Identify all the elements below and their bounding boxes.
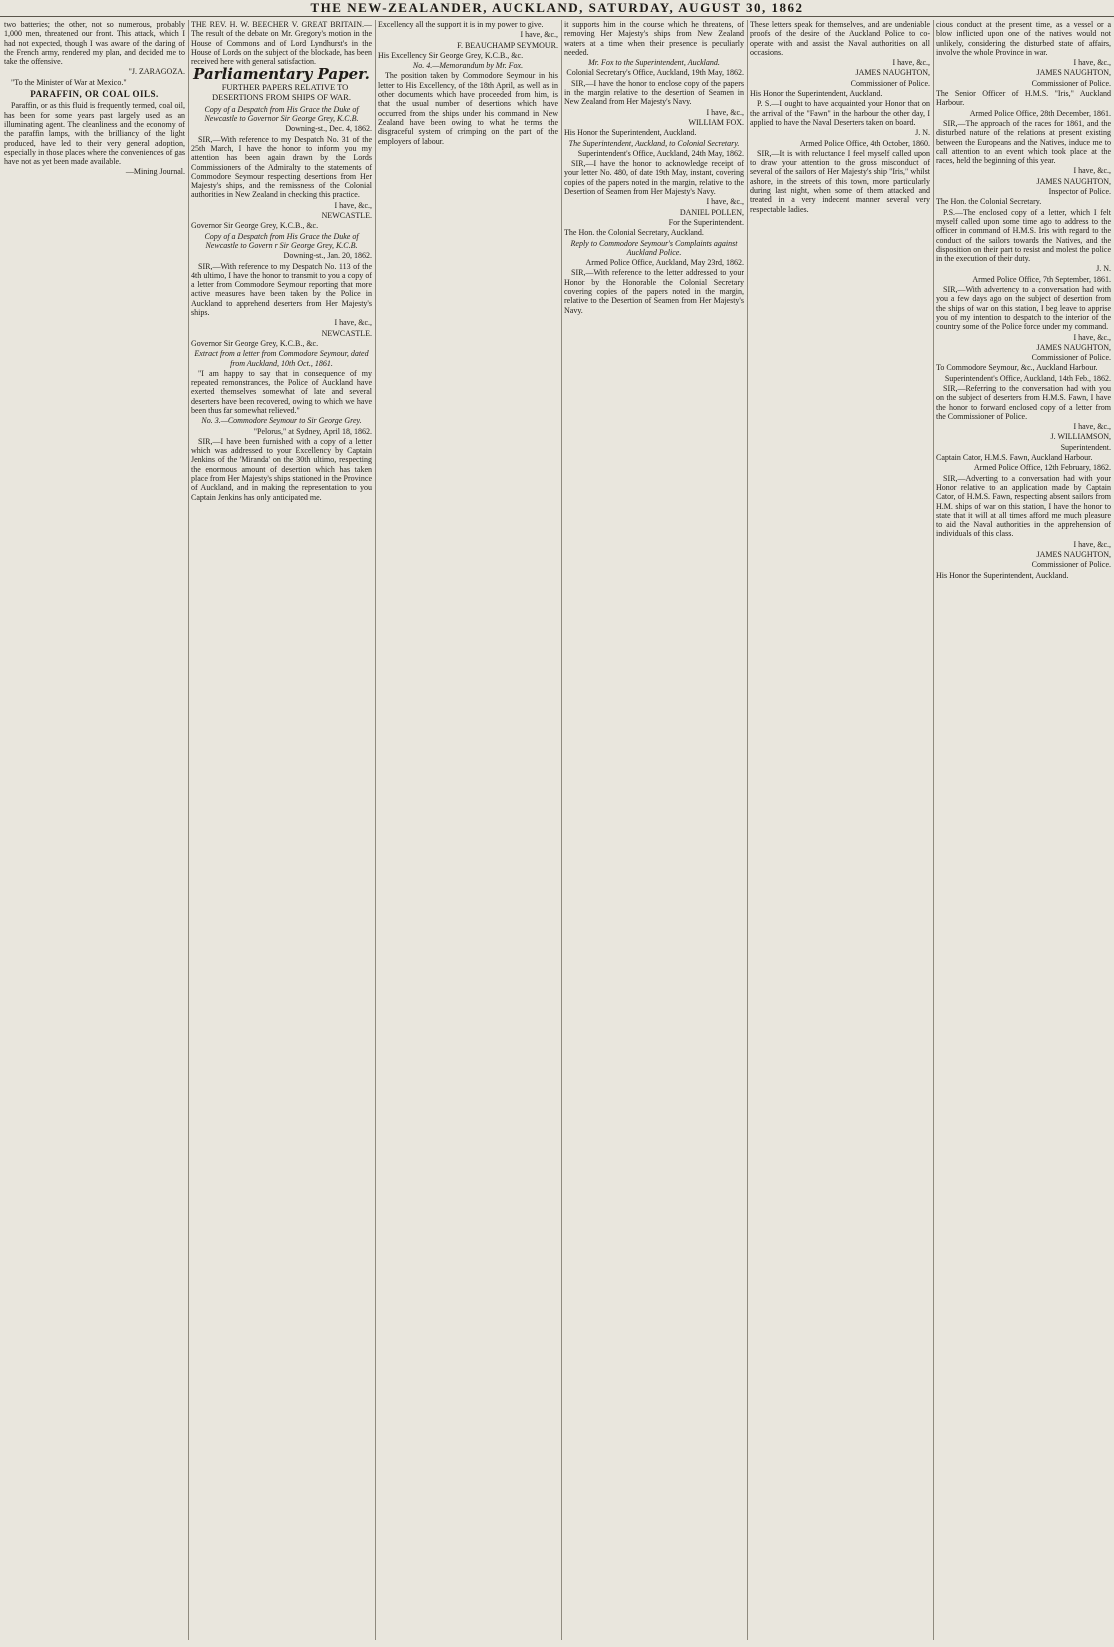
col6-to4: Captain Cator, H.M.S. Fawn, Auckland Harbour.	[936, 453, 1093, 463]
copy2-sign: NEWCASTLE.	[321, 328, 372, 338]
col5-lead: These letters speak for themselves, and are undeniable proofs of the desire of the Auckland Police to co-operate with and assist the Naval authorities on all occasions.	[750, 20, 930, 57]
col3-sign: F. BEAUCHAMP SEYMOUR.	[457, 40, 558, 50]
column-1	[2, 20, 187, 1640]
reply-title: Reply to Commodore Seymour's Complaints against Auckland Police.	[570, 238, 738, 257]
paraffin-lead: Paraffin, or as this fluid is frequently termed, coal oil, has been for some years past largely used as an illuminating agent. The cleanliness and the economy of the paraffin lamps, with the brilliancy of the light produced, have led to their very general adoption, especially in those places where the conveniences of gas have not as yet been made available.	[4, 101, 185, 167]
col6-office5-body: SIR,—Adverting to a conversation had with your Honor relative to an application made by Captain Cator, of H.M.S. Fawn, respecting absent sailors from H.M. ships of war on this station, I have the honor to state that it will at all times afford me much pleasure to aid the Naval authorities in the apprehension of individuals of this class.	[936, 473, 1111, 539]
copy1-body: SIR,—With reference to my Despatch No. 31 of the 25th March, I have the honor to inform you my attention has been again drawn by the Lords Commissioners of the Admiralty to the statements of Commodore Seymour respecting desertions from Her Majesty's ships, and the remissness of the Colonial authorities in New Zealand in checking this practice.	[191, 134, 372, 200]
supt-date: Superintendent's Office, Auckland, 24th May, 1862.	[577, 148, 744, 158]
copy1-close: I have, &c.,	[334, 200, 372, 210]
supt-sign: DANIEL POLLEN,	[679, 207, 744, 217]
col6-office5-date: Armed Police Office, 12th February, 1862.	[973, 463, 1111, 473]
col6-to1: The Senior Officer of H.M.S. "Iris," Auckland Harbour.	[936, 89, 1111, 108]
supt-for: For the Superintendent.	[668, 217, 744, 227]
col6-sign1: JAMES NAUGHTON,	[1036, 68, 1111, 78]
copy1-date: Downing-st., Dec. 4, 1862.	[285, 124, 372, 134]
col1-to-line: "To the Minister of War at Mexico."	[11, 77, 127, 87]
col6-sign4-title: Superintendent.	[1060, 442, 1111, 452]
column-5	[747, 20, 932, 1640]
parliamentary-paper-heading: Parliamentary Paper.	[193, 65, 370, 84]
col1-lead: two batteries; the other, not so numerous, probably 1,000 men, threatened our front. This attack, which I had not expected, though I was aware of the daring of the French army, rendered my plan, and decided me to take the offensive.	[4, 20, 185, 67]
col6-sign5-title: Commissioner of Police.	[1031, 560, 1111, 570]
fox-sign: WILLIAM FOX.	[688, 117, 744, 127]
col6-sign4: J. WILLIAMSON,	[1050, 432, 1111, 442]
col6-sign3: JAMES NAUGHTON,	[1036, 342, 1111, 352]
no3-date: "Pelorus," at Sydney, April 18, 1862.	[253, 426, 372, 436]
col4-lead: it supports him in the course which he threatens, of removing Her Majesty's ships from New Zealand waters at a time when their presence is peculiarly needed.	[564, 20, 744, 57]
column-2	[188, 20, 374, 1640]
col6-sign2: JAMES NAUGHTON,	[1036, 176, 1111, 186]
col5-office-date: Armed Police Office, 4th October, 1860.	[799, 138, 930, 148]
col5-initials: J. N.	[915, 128, 930, 138]
col6-office3-date: Armed Police Office, 7th September, 1861.	[972, 274, 1111, 284]
no3-title: No. 3.—Commodore Seymour to Sir George Grey.	[201, 416, 362, 426]
col6-sign1-title: Commissioner of Police.	[1031, 78, 1111, 88]
copy2-to: Governor Sir George Grey, K.C.B., &c.	[191, 338, 319, 348]
col6-to5: His Honor the Superintendent, Auckland.	[936, 570, 1069, 580]
col6-ps2: P.S.—The enclosed copy of a letter, which I felt myself called upon some time ago to address to the officer in command of H.M.S. Iris with regard to the conduct of the sailors towards the Natives, and the disposition on their part to resist and molest the police in the execution of their duty.	[936, 207, 1111, 264]
fox-body: SIR,—I have the honor to enclose copy of the papers in the margin relative to the desertion of Seamen in New Zealand from Her Majesty's Navy.	[564, 78, 744, 107]
copy2-close: I have, &c.,	[334, 318, 372, 328]
masthead	[0, 0, 1114, 17]
col6-close2: I have, &c.,	[1073, 166, 1111, 176]
reply-body: SIR,—With reference to the letter addressed to your Honor by the Honorable the Colonial Secretary covering copies of the papers noted in the margin, relative to the Desertion of Seamen from Her Majesty's Navy.	[564, 268, 744, 315]
extract-title: Extract from a letter from Commodore Seymour, dated from Auckland, 10th Oct., 1861.	[194, 349, 369, 368]
col6-sign3-title: Commissioner of Police.	[1031, 353, 1111, 363]
col6-to2: The Hon. the Colonial Secretary.	[936, 197, 1042, 207]
copy1-to: Governor Sir George Grey, K.C.B., &c.	[191, 221, 319, 231]
no4-title: No. 4.—Memorandum by Mr. Fox.	[412, 61, 524, 71]
column-3	[375, 20, 560, 1640]
col6-lead: cious conduct at the present time, as a vessel or a blow inflicted upon one of the natives would not unlikely, considering the disturbed state of affairs, involve the whole Province in war.	[936, 20, 1111, 57]
col6-office2-body: SIR,—The approach of the races for 1861, and the disturbed nature of the relations at present existing between the Europeans and the Natives, induce me to call attention to an event which took place at the races, held the beginning of this year.	[936, 118, 1111, 166]
extract-body: "I am happy to say that in consequence of my repeated remonstrances, the Police of Auckland have exerted themselves somewhat of late and several deserters have been recovered, owing to which we have been thus far somewhat relieved."	[191, 368, 372, 415]
fox-date: Colonial Secretary's Office, Auckland, 19th May, 1862.	[566, 68, 744, 78]
col6-office4-date: Superintendent's Office, Auckland, 14th Feb., 1862.	[944, 373, 1111, 383]
col6-sign2-title: Inspector of Police.	[1048, 187, 1111, 197]
copy2-title: Copy of a Despatch from His Grace the Duke of Newcastle to Govern r Sir George Grey, K.C.B.	[204, 231, 359, 250]
fox-title: Mr. Fox to the Superintendent, Auckland.	[588, 58, 720, 68]
column-6	[933, 20, 1113, 1640]
fox-close: I have, &c.,	[706, 107, 744, 117]
col1-signoff: "J. ZARAGOZA.	[128, 67, 185, 77]
copy2-body: SIR,—With reference to my Despatch No. 113 of the 4th ultimo, I have the honor to transmit to you a copy of a letter from Commodore Seymour reporting that more active measures have been taken by the Police in Auckland to apprehend deserters from Her Majesty's ships.	[191, 261, 372, 318]
col3-lead: Excellency all the support it is in my power to give.	[378, 20, 544, 29]
col5-ps: P. S.—I ought to have acquainted your Honor that on the arrival of the "Fawn" in the harbour the other day, I applied to have the Naval Deserters taken on board.	[750, 99, 930, 127]
col6-to3: To Commodore Seymour, &c., Auckland Harbour.	[936, 363, 1098, 373]
col2-lead: THE REV. H. W. BEECHER V. GREAT BRITAIN.—The result of the debate on Mr. Gregory's motion in the House of Commons and of Lord Lyndhurst's in the House of Lords on the subject of the blockade, has been received here with general satisfaction.	[191, 20, 372, 67]
copy1-title: Copy of a Despatch from His Grace the Duke of Newcastle to Governor Sir George Grey, K.C.B.	[204, 104, 359, 124]
col5-sign: JAMES NAUGHTON,	[855, 68, 930, 78]
supt-to: The Hon. the Colonial Secretary, Auckland.	[564, 228, 704, 238]
parliamentary-paper-subtitle: FURTHER PAPERS RELATIVE TO DESERTIONS FROM SHIPS OF WAR.	[212, 81, 351, 102]
col5-close: I have, &c.,	[892, 58, 930, 68]
supt-body: SIR,—I have the honor to acknowledge receipt of your letter No. 480, of date 19th May, instant, covering copies of the papers noted in the margin, relative to the Desertion of Seamen from Her Majesty's Navy.	[564, 159, 744, 197]
col6-initials2: J. N.	[1096, 264, 1111, 274]
supt-title: The Superintendent, Auckland, to Colonial Secretary.	[568, 138, 740, 148]
no4-body: The position taken by Commodore Seymour in his letter to His Excellency, of the 18th April, as well as in other documents which have proceeded from him, is that the usual number of desertions which have occurred from the ships under his command in New Zealand have been owing to what he terms the disgraceful system of crimping on the part of the employers of labour.	[378, 71, 558, 146]
col5-sign-title: Commissioner of Police.	[850, 78, 930, 88]
col3-close: I have, &c.,	[520, 30, 558, 40]
col6-close5: I have, &c.,	[1073, 539, 1111, 549]
column-4	[561, 20, 746, 1640]
col5-to: His Honor the Superintendent, Auckland.	[750, 89, 883, 99]
supt-close: I have, &c.,	[706, 197, 744, 207]
col6-close4: I have, &c.,	[1073, 422, 1111, 432]
copy2-date: Downing-st., Jan. 20, 1862.	[283, 251, 372, 261]
copy1-sign: NEWCASTLE.	[321, 211, 372, 221]
masthead-text: THE NEW-ZEALANDER, AUCKLAND, SATURDAY, AUGUST 30, 1862	[310, 0, 804, 15]
col3-to: His Excellency Sir George Grey, K.C.B., &c.	[378, 50, 524, 60]
paraffin-heading: PARAFFIN, OR COAL OILS.	[30, 89, 159, 100]
col6-close3: I have, &c.,	[1073, 332, 1111, 342]
reply-date: Armed Police Office, Auckland, May 23rd, 1862.	[585, 258, 744, 268]
col6-office2-date: Armed Police Office, 28th December, 1861.	[969, 108, 1111, 118]
col5-office-body: SIR,—It is with reluctance I feel myself called upon to draw your attention to the gross misconduct of several of the sailors of Her Majesty's ship "Iris," whilst ashore, in the streets of this town, more particularly during last night, when some of them attacked and treated in a very indecent manner several very respectable ladies.	[750, 148, 930, 214]
col6-sign5: JAMES NAUGHTON,	[1036, 550, 1111, 560]
fox-to: His Honor the Superintendent, Auckland.	[564, 128, 697, 138]
no3-body: SIR,—I have been furnished with a copy of a letter which was addressed to your Excellency by Captain Jenkins of the 'Miranda' on the 30th ultimo, respecting the enormous amount of desertion which has taken place from Her Majesty's ships stationed in the Province of Auckland, and in making the representation to you Captain Jenkins has only anticipated me.	[191, 436, 372, 502]
col6-office4-body: SIR,—Referring to the conversation had with you on the subject of deserters from H.M.S. Fawn, I have the honor to forward enclosed copy of a letter from the Commissioner of Police.	[936, 383, 1111, 421]
paraffin-source: —Mining Journal.	[125, 167, 185, 177]
col6-close1: I have, &c.,	[1073, 58, 1111, 68]
col6-office3-body: SIR,—With advertency to a conversation had with you a few days ago on the subject of desertion from the ships of war on this station, I beg leave to apprise you of my intention to despatch to the interior of the country some of the Police force under my command.	[936, 285, 1111, 332]
